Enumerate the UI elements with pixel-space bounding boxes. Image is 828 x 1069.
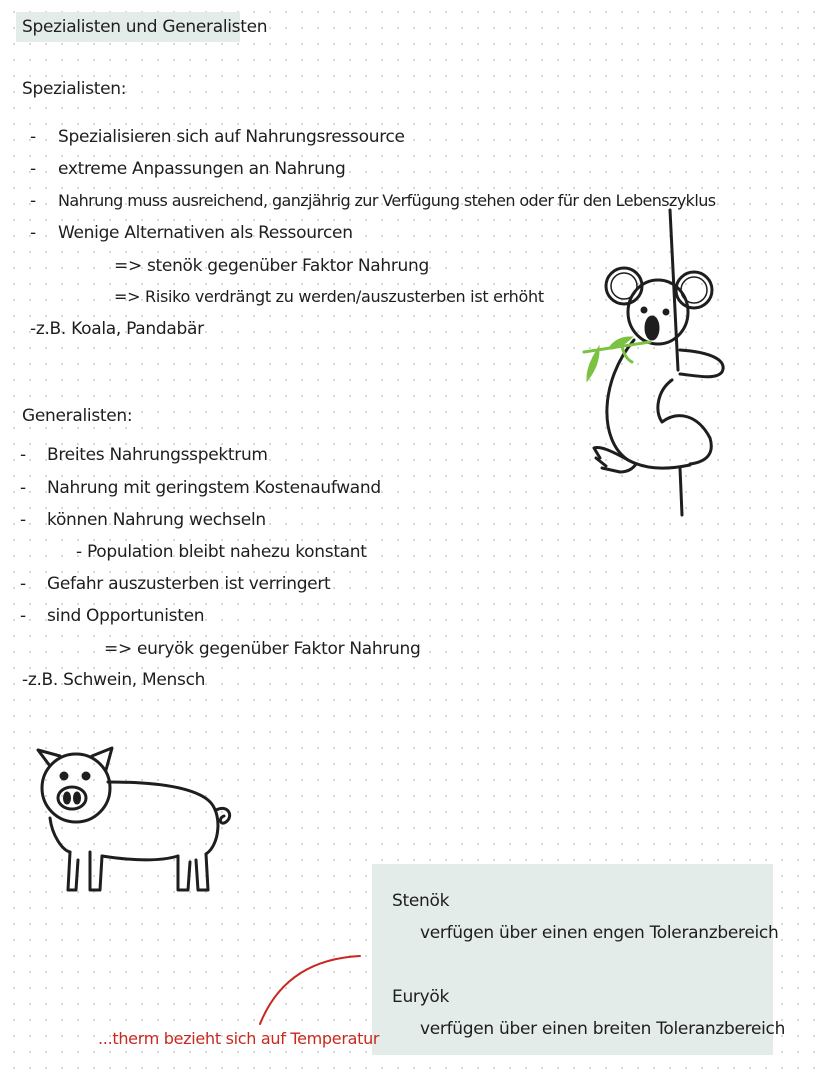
bullet-dash: -	[20, 445, 27, 465]
generalists-bullet: Breites Nahrungsspektrum	[47, 445, 268, 465]
generalists-example: -z.B. Schwein, Mensch	[22, 670, 206, 690]
specialists-bullet: Wenige Alternativen als Ressourcen	[58, 223, 353, 243]
generalists-sub-point: - Population bleibt nahezu konstant	[76, 542, 367, 562]
bullet-dash: -	[30, 159, 37, 179]
stenoek-description: verfügen über einen engen Toleranzbereich	[420, 923, 779, 943]
stenoek-term: Stenök	[392, 891, 450, 911]
page-title: Spezialisten und Generalisten	[22, 17, 268, 37]
generalists-consequence: => euryök gegenüber Faktor Nahrung	[104, 639, 421, 659]
generalists-heading: Generalisten:	[22, 406, 133, 426]
bullet-dash: -	[20, 478, 27, 498]
generalists-bullet: sind Opportunisten	[47, 606, 205, 626]
pig-drawing	[28, 740, 248, 910]
specialists-bullet: extreme Anpassungen an Nahrung	[58, 159, 346, 179]
specialists-bullet: Nahrung muss ausreichend, ganzjährig zur Verfügung stehen oder für den Lebenszyklus	[58, 191, 716, 210]
specialists-bullet: Spezialisieren sich auf Nahrungsressource	[58, 127, 405, 147]
koala-drawing	[580, 210, 720, 520]
annotation-arrow	[250, 950, 370, 1030]
generalists-bullet: können Nahrung wechseln	[47, 510, 266, 530]
temperature-annotation: ...therm bezieht sich auf Temperatur	[98, 1029, 380, 1048]
specialists-consequence: => stenök gegenüber Faktor Nahrung	[114, 256, 429, 276]
bullet-dash: -	[30, 191, 37, 211]
specialists-consequence: => Risiko verdrängt zu werden/auszusterben ist erhöht	[114, 287, 544, 306]
specialists-heading: Spezialisten:	[22, 79, 127, 99]
bullet-dash: -	[20, 510, 27, 530]
bullet-dash: -	[30, 223, 37, 243]
specialists-example: -z.B. Koala, Pandabär	[30, 319, 204, 339]
generalists-bullet: Nahrung mit geringstem Kostenaufwand	[47, 478, 381, 498]
generalists-bullet: Gefahr auszusterben ist verringert	[47, 574, 331, 594]
euryoek-description: verfügen über einen breiten Toleranzbereich	[420, 1019, 786, 1039]
bullet-dash: -	[20, 574, 27, 594]
bullet-dash: -	[20, 606, 27, 626]
euryoek-term: Euryök	[392, 987, 450, 1007]
bullet-dash: -	[30, 127, 37, 147]
